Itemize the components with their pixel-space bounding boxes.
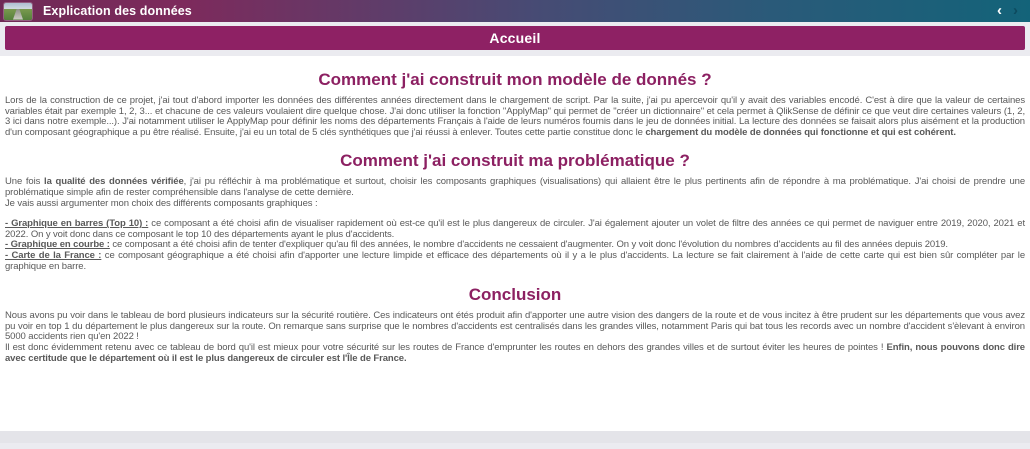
sheet-navigation — [997, 1, 1020, 21]
sheet-title: Accueil — [489, 30, 541, 46]
paragraph-conclusion-2: Il est donc évidemment retenu avec ce tableau de bord qu'il est mieux pour votre sécurité sur les routes de France d'emprunter les routes en dehors des grandes villes et de surtout éviter les heures de pointes ! Enfin, nous pouvons donc dire avec certitude que le département où il est le plus dangereux de circuler est l'Île de France. — [5, 341, 1025, 364]
paragraph-argument-intro: Je vais aussi argumenter mon choix des différents composants graphiques : — [5, 197, 318, 209]
section-conclusion — [5, 285, 1025, 364]
section-heading-problematique: Comment j'ai construit ma problématique ? — [340, 151, 690, 171]
app-logo-image[interactable] — [4, 3, 32, 20]
section-data-model — [5, 70, 1025, 138]
sheet-title-banner — [5, 26, 1025, 50]
prev-sheet-chevron-icon[interactable]: ‹ — [997, 2, 1002, 19]
bullet-bar-chart: - Graphique en barres (Top 10) : ce composant a été choisi afin de visualiser rapidement où est-ce qu'il est le plus dangereux de circuler. J'ai également ajouter un volet de filtre des années ce qui permet de naviguer entre 2019, 2020, 2021 et 2022. On y voit donc dans ce composant le top 10 des départements ayant le plus d'accidents. — [5, 218, 1025, 240]
next-sheet-chevron-icon[interactable]: › — [1013, 2, 1018, 19]
paragraph-conclusion-1: Nous avons pu voir dans le tableau de bord plusieurs indicateurs sur la sécurité routière. Ces indicateurs ont étés produit afin d'apporter une autre vision des dangers de la route et de vous incitez à être prudent sur les départements que vous avez pu voir en top 1 du département le plus dangereux sur la route. On remarque sans surprise que le nombres d'accidents est centralisés dans les grandes villes, notamment Paris qui bat tous les records avec un nombre d'accident s'èlevant à environ 5000 accidents rien qu'en 2022 ! — [5, 310, 1025, 343]
sheet-content — [0, 56, 1030, 431]
bullet-line-chart: - Graphique en courbe : ce composant a été choisi afin de tenter d'expliquer qu'au fil des années, le nombre d'accidents ne cessaient d'augmenter. On y voit donc l'évolution du nombres d'accidents au fil des années depuis 2019. — [5, 239, 948, 251]
paragraph-data-model: Lors de la construction de ce projet, j'ai tout d'abord importer les données des différentes années directement dans le chargement de script. Par la suite, j'ai pu apercevoir qu'il y avait des variables encodé. C'est à dire que la valeur de certaines variables était par exemple 1, 2, 3... et chacune de ces valeurs voulaient dire quelque chose. J'ai donc utiliser la fonction "ApplyMap" qui permet de "créer un dictionnaire" et cela permet à QlikSense de définir ce que veut dire certaines valeurs (1, 2, 3 ici dans notre exemple...). J'ai notamment utiliser le ApplyMap pour définir les noms des départements Français à l'aide de leurs numéros fournis dans le jeu de données initial. La lecture des données se faisait alors plus aisément et la production d'un composant géographique a pu être réalisé. Ensuite, j'ai eu un total de 5 clés synthétiques que j'ai réussi à enlever. Toutes cette partie constitue donc le chargement du modèle de données qui fonctionne et qui est cohérent. — [5, 95, 1025, 138]
section-heading-conclusion: Conclusion — [468, 285, 562, 305]
section-heading-data-model: Comment j'ai construit mon modèle de donnés ? — [318, 70, 712, 89]
bullet-france-map: - Carte de la France : ce composant géographique a été choisi afin d'apporter une lecture limpide et efficace des départements où il y a le plus d'accidents. La lecture se fait clairement à l'aide de cette carte qui est bien sûr compléter par le graphique en barre. — [5, 249, 1025, 272]
app-title: Explication des données — [43, 4, 192, 18]
section-problematique — [5, 151, 1025, 272]
road-photo-icon — [13, 9, 23, 20]
titlebar — [0, 0, 1030, 22]
page-background-strip — [0, 431, 1030, 443]
paragraph-data-quality: Une fois la qualité des données vérifiée, j'ai pu réfléchir à ma problématique et surtout, choisir les composants graphiques (visualisations) qui allaient être le plus pertinents afin de répondre à ma problématique. J'ai choisi de prendre une problématique simple afin de rester compréhensible dans l'analyse de cette dernière. — [5, 176, 1026, 198]
